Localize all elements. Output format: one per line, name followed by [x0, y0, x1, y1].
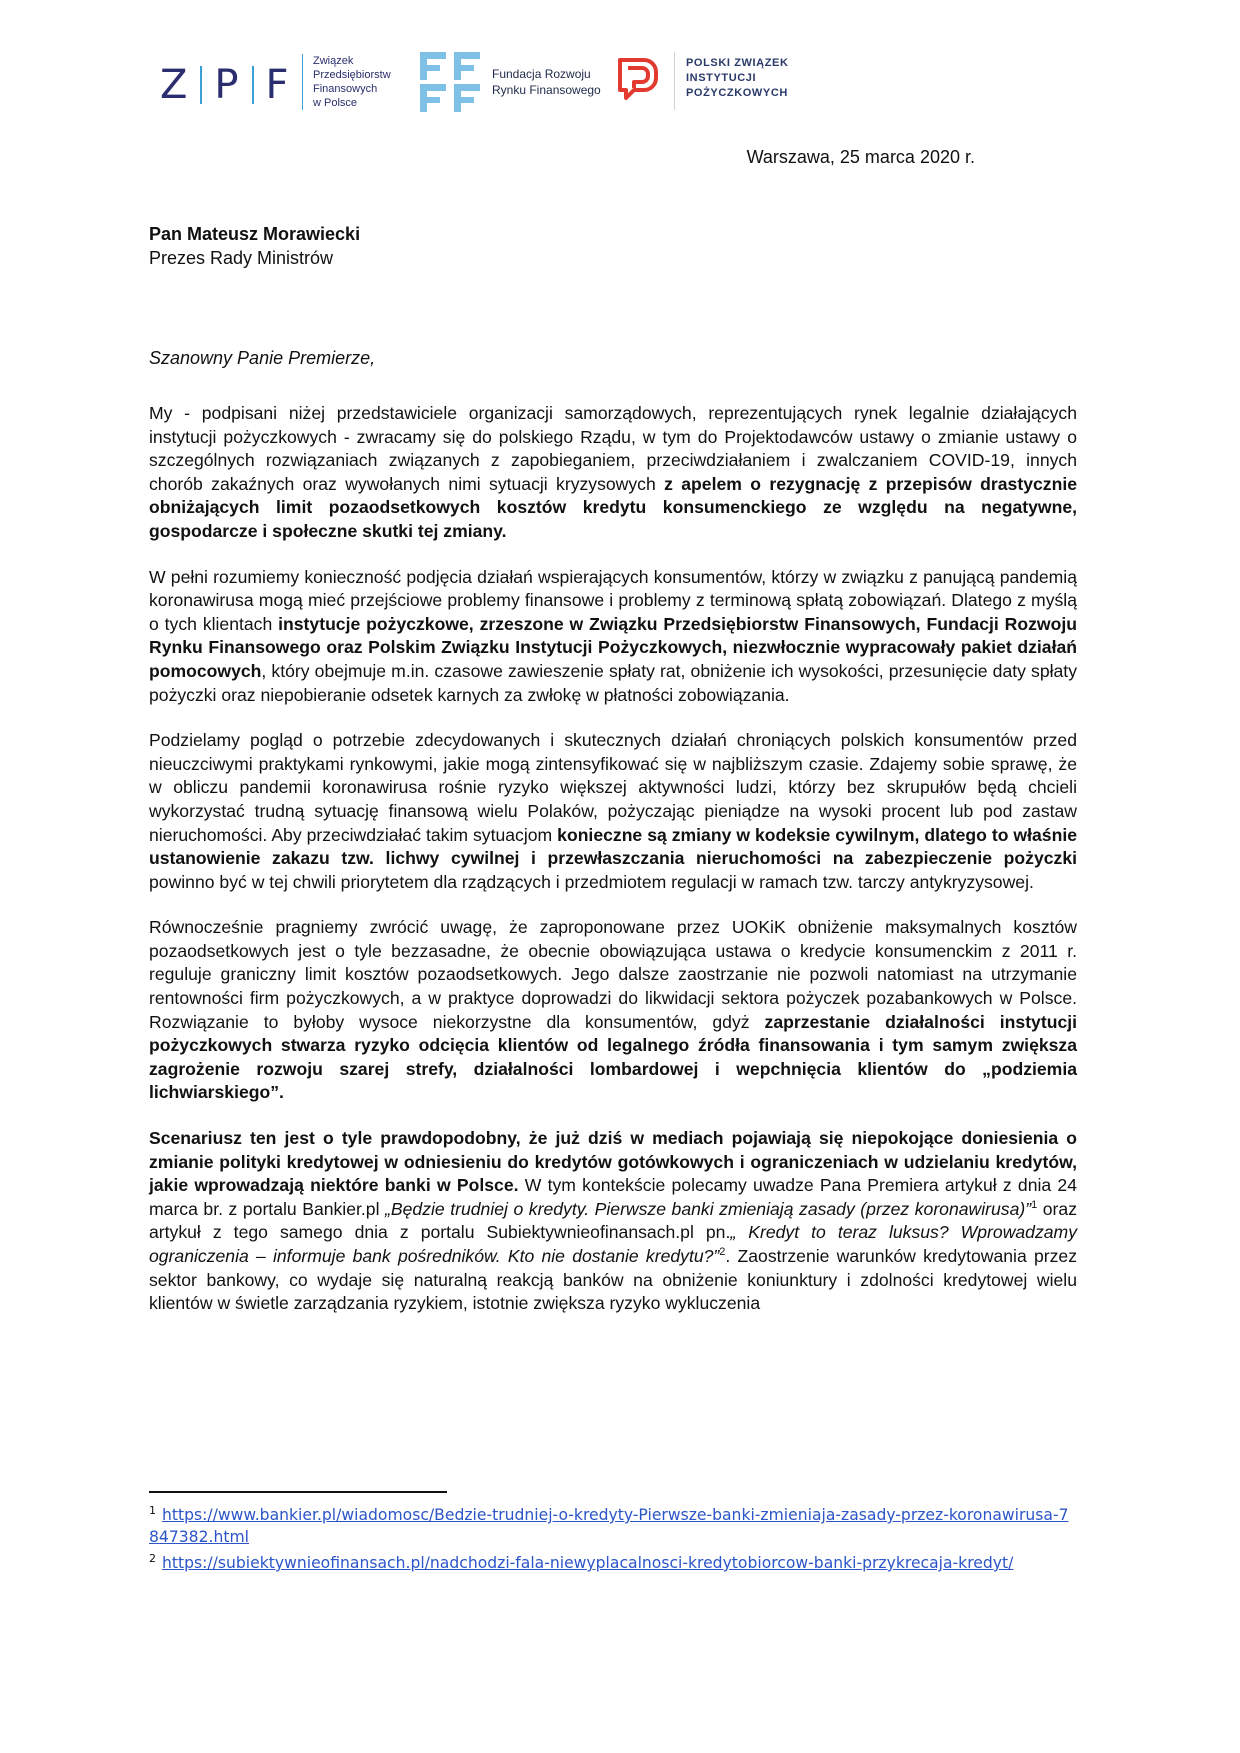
zpf-line: Związek	[313, 55, 354, 67]
paragraph-bold-text: konieczne są zmiany w kodeksie cywilnym, dlatego to właśnie ustanowienie zakazu tzw. lichwy cywilnej i przewłaszczania nieruchomości na zabezpieczenie pożyczki	[149, 824, 1077, 869]
addressee-title: Prezes Rady Ministrów	[149, 248, 334, 268]
paragraph-bold-text: zaprzestanie działalności instytucji pożyczkowych stwarza ryzyko odcięcia klientów od legalnego źródła finansowania i tym samym zwiększa zagrożenie rozwoju szarej strefy, działalności lombardowej i wepchnięcia klientów do „podziemia lichwiarskiego”.	[149, 1011, 1078, 1103]
addressee-block	[149, 222, 360, 270]
footnote-2	[149, 1552, 1077, 1574]
pzip-divider	[674, 52, 675, 110]
paragraph-3	[149, 729, 1077, 894]
footnote-1	[149, 1504, 1077, 1548]
footnote-number: 2	[149, 1551, 156, 1565]
zpf-logo-icon: Z P F	[160, 62, 290, 108]
paragraph-text: Podzielamy pogląd o potrzebie zdecydowanych i skutecznych działań chroniących polskich konsumentów przed nieuczciwymi praktykami rynkowymi, jakie mogą zintensyfikować się w najbliższym czasie. Zdajemy sobie sprawę, że w obliczu pandemii koronawirusa rośnie ryzyko większej aktywności ludzi, którzy bez skrupułów będą chcieli wykorzystać trudną sytuację finansową wielu Polaków, pożyczając pieniądze na wysoki procent lub pod zastaw nieruchomości. Aby przeciwdziałać takim sytuacjom	[149, 730, 1077, 845]
paragraph-text: Równocześnie pragniemy zwrócić uwagę, że zaproponowane przez UOKiK obniżenie maksymalnych kosztów pozaodsetkowych jest o tyle bezzasadne, że obecnie obowiązująca ustawa o kredycie konsumenckim z 2011 r. reguluje graniczny limit kosztów pozaodsetkowych. Jego dalsze zaostrzanie nie pozwoli natomiast na utrzymanie rentowności firm pożyczkowych, a w praktyce doprowadzi do likwidacji sektora pożyczek pozabankowych w Polsce. Rozwiązanie to byłoby wysoce niekorzystne dla konsumentów, gdyż	[149, 917, 1077, 1032]
pzip-line: POLSKI ZWIĄZEK	[686, 57, 789, 69]
addressee-name: Pan Mateusz Morawiecki	[149, 224, 361, 244]
paragraph-5	[149, 1127, 1077, 1316]
letter-date: Warszawa, 25 marca 2020 r.	[746, 147, 975, 167]
frrf-line: Rynku Finansowego	[492, 83, 601, 97]
paragraph-text: oraz artykuł z tego samego dnia z portalu Subiektywnieofinansach.pl pn.	[149, 1198, 1077, 1243]
footnote-ref-1[interactable]: 1	[1031, 1198, 1038, 1211]
paragraph-2	[149, 566, 1077, 708]
pzip-line: INSTYTUCJI	[686, 72, 757, 84]
frrf-name	[492, 66, 612, 98]
paragraph-bold-text: z apelem o rezygnację z przepisów drastycznie obniżających limit pozaodsetkowych kosztów kredytu konsumenckiego ze względu na negatywne, gospodarcze i społeczne skutki tej zmiany.	[149, 473, 1077, 541]
paragraph-text: powinno być w tej chwili priorytetem dla rządzących i przedmiotem regulacji w ramach tzw. tarczy antykryzysowej.	[149, 871, 1034, 892]
paragraph-text: W tym kontekście polecamy uwadze Pana Premiera artykuł z dnia 24 marca br. z portalu Bankier.pl	[149, 1175, 1077, 1219]
frrf-logo-icon	[418, 50, 482, 114]
footnote-link-1[interactable]: https://www.bankier.pl/wiadomosc/Bedzie-trudniej-o-kredyty-Pierwsze-banki-zmieniaja-zasady-przez-koronawirusa-7847382.html	[149, 1506, 1069, 1546]
zpf-line: Finansowych	[313, 83, 378, 95]
article-title-1: „Będzie trudniej o kredyty. Pierwsze banki zmieniają zasady (przez koronawirusa)”	[385, 1198, 1032, 1219]
letter-body	[149, 402, 1077, 1338]
zpf-name	[313, 54, 433, 110]
zpf-line: Przedsiębiorstw	[313, 69, 391, 81]
footnote-link-2[interactable]: https://subiektywnieofinansach.pl/nadchodzi-fala-niewyplacalnosci-kredytobiorcow-banki-przykrecaja-kredyt/	[162, 1554, 1014, 1572]
paragraph-text: My - podpisani niżej przedstawiciele organizacji samorządowych, reprezentujących rynek legalnie działających instytucji pożyczkowych - zwracamy się do polskiego Rządu, w tym do Projektodawców ustawy o zmianie ustawy o szczególnych rozwiązaniach związanych z zapobieganiem, przeciwdziałaniem i zwalczaniem COVID-19, innych chorób zakaźnych oraz wywołanych nimi sytuacji kryzysowych	[149, 403, 1077, 494]
zpf-line: w Polsce	[313, 97, 358, 109]
paragraph-text: , który obejmuje m.in. czasowe zawieszenie spłaty rat, obniżenie ich wysokości, przesunięcie daty spłaty pożyczki oraz niepobieranie odsetek karnych za zwłokę w płatności zobowiązania.	[149, 660, 1077, 705]
pzip-logo-icon	[612, 54, 662, 104]
paragraph-1	[149, 402, 1077, 544]
paragraph-text: W pełni rozumiemy konieczność podjęcia działań wspierających konsumentów, którzy w związku z panującą pandemią koronawirusa mogą mieć przejściowe problemy finansowe i problemy z terminową spłatą zobowiązań. Dlatego z myślą o tych klientach	[149, 566, 1077, 634]
paragraph-bold-text: Scenariusz ten jest o tyle prawdopodobny, że już dziś w mediach pojawiają się niepokojące doniesienia o zmianie polityki kredytowej w odniesieniu do kredytów gotówkowych i ograniczeniach w udzielaniu kredytów, jakie wprowadzają niektóre banki w Polsce.	[149, 1128, 1077, 1196]
footnote-ref-2[interactable]: 2	[719, 1246, 726, 1259]
salutation: Szanowny Panie Premierze,	[149, 348, 376, 368]
paragraph-bold-text: instytucje pożyczkowe, zrzeszone w Związku Przedsiębiorstw Finansowych, Fundacji Rozwoju Rynku Finansowego oraz Polskim Związku Instytucji Pożyczkowych, niezwłocznie wypracowały pakiet działań pomocowych	[149, 613, 1077, 681]
paragraph-4	[149, 916, 1077, 1105]
article-title-2: „ Kredyt to teraz luksus? Wprowadzamy ograniczenia – informuje bank pośredników. Kto nie dostanie kredytu?”	[149, 1222, 1078, 1266]
pzip-name	[686, 56, 826, 101]
frrf-line: Fundacja Rozwoju	[492, 67, 591, 81]
pzip-line: POŻYCZKOWYCH	[686, 87, 788, 99]
footnotes	[149, 1504, 1077, 1578]
footnote-number: 1	[149, 1503, 156, 1517]
zpf-divider	[302, 54, 303, 110]
footnote-divider	[149, 1491, 447, 1493]
paragraph-text: . Zaostrzenie warunków kredytowania przez sektor bankowy, co wydaje się naturalną reakcją banków na obniżenie koniunktury i zdolności kredytowej wielu klientów w świetle zarządzania ryzykiem, istotnie zwiększa ryzyko wykluczenia	[149, 1246, 1077, 1314]
